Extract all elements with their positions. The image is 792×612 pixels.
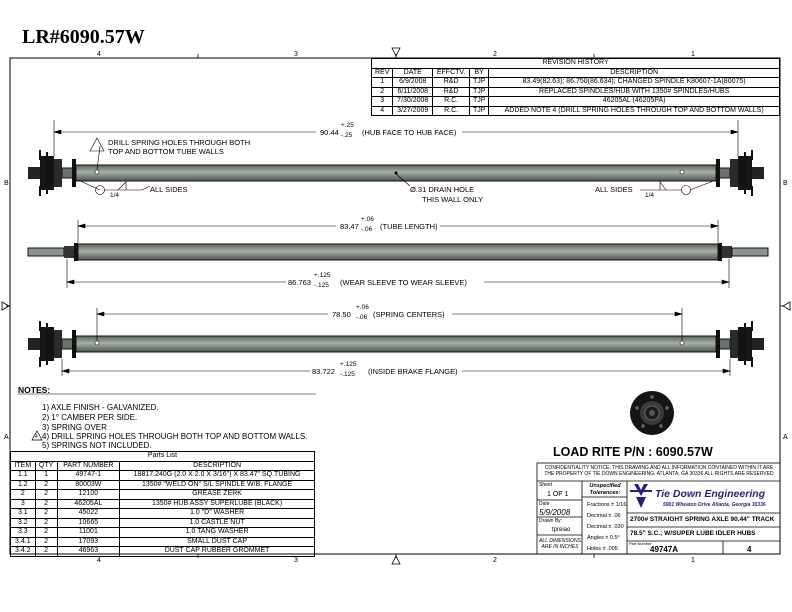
center-mark-right — [783, 302, 790, 310]
rev-cell: TJP — [470, 87, 489, 97]
zone-bottom-4: 4 — [97, 557, 101, 564]
parts-cell: 3.4.2 — [11, 547, 36, 557]
parts-cell: 1.0 CASTLE NUT — [120, 518, 315, 528]
note-item: 5) SPRINGS NOT INCLUDED. — [42, 441, 152, 450]
rev-cell: 83.49(82.63); 86.750(86.634); CHANGED SPINDLE K80607-1A(80075) — [489, 78, 780, 88]
parts-cell: 80003W — [57, 480, 120, 490]
rev-col-header: DESCRIPTION — [489, 68, 780, 78]
drill-note-line-2: TOP AND BOTTOM TUBE WALLS — [108, 147, 224, 156]
parts-list-heading: Parts List — [11, 452, 315, 462]
dim-wear-sleeve-tol-minus: -.125 — [314, 282, 329, 289]
parts-cell: 2 — [35, 518, 57, 528]
zone-right-b: B — [783, 180, 788, 187]
parts-row — [11, 518, 315, 528]
revision-row — [372, 97, 780, 107]
dim-spring-centers-tol-minus: -.06 — [356, 314, 368, 321]
parts-cell: 10665 — [57, 518, 120, 528]
tolerance-decimal-2: Decimal ± .06 — [587, 513, 621, 519]
parts-list-table — [10, 451, 315, 557]
dim-spring-centers-value: 78.50 — [332, 310, 351, 319]
zone-right-a: A — [783, 434, 788, 441]
drain-note-line-1: Ø.31 DRAIN HOLE — [410, 185, 475, 194]
rev-cell: R&D — [433, 78, 470, 88]
rev-cell: 7/30/2008 — [393, 97, 433, 107]
parts-cell: 11001 — [57, 528, 120, 538]
parts-cell: 12100 — [57, 490, 120, 500]
zone-top-4: 4 — [97, 51, 101, 58]
parts-cell: 1.0 "D" WASHER — [120, 509, 315, 519]
drawn-by-label: Drawn By: — [539, 518, 563, 524]
parts-cell: 1350# HUB ASSY SUPERLUBE (BLACK) — [120, 499, 315, 509]
revision-row — [372, 106, 780, 116]
rev-cell: R.C. — [433, 97, 470, 107]
parts-cell: 1.0 TANG WASHER — [120, 528, 315, 538]
rev-col-header: REV — [372, 68, 393, 78]
parts-row — [11, 547, 315, 557]
notes-heading: NOTES: — [18, 385, 51, 395]
zone-bottom-2: 2 — [493, 557, 497, 564]
zone-top-1: 1 — [691, 51, 695, 58]
revision-row — [372, 87, 780, 97]
rev-cell: 6/11/2008 — [393, 87, 433, 97]
parts-cell: 1 — [35, 471, 57, 481]
dim-wear-sleeve-value: 86.763 — [288, 278, 311, 287]
axle-view-top — [28, 147, 764, 196]
axle-view-middle — [28, 243, 768, 261]
weld-left-size: 1/4 — [110, 192, 120, 199]
parts-cell: 2 — [11, 490, 36, 500]
dim-spring-centers-label: (SPRING CENTERS) — [373, 310, 445, 319]
zone-bottom-1: 1 — [691, 557, 695, 564]
parts-row — [11, 528, 315, 538]
dim-brake-flange-label: (INSIDE BRAKE FLANGE) — [368, 367, 458, 376]
load-rite-part-number: LOAD RITE P/N : 6090.57W — [553, 445, 713, 459]
dim-brake-flange-tol-plus: +.125 — [340, 361, 357, 368]
axle-view-bottom — [28, 321, 764, 367]
parts-row — [11, 480, 315, 490]
rev-cell: 3 — [372, 97, 393, 107]
sheet-value: 1 OF 1 — [547, 491, 569, 498]
note-item: 3) SPRING OVER — [42, 423, 107, 432]
note-item: 2) 1° CAMBER PER SIDE. — [42, 413, 138, 422]
rev-cell: 3/27/2009 — [393, 106, 433, 116]
tolerance-angles: Angles ± 0.5° — [587, 535, 620, 541]
zone-left-b: B — [4, 180, 9, 187]
parts-cell: 46963 — [57, 547, 120, 557]
rev-cell: 2 — [372, 87, 393, 97]
weld-right-size: 1/4 — [645, 192, 655, 199]
company-logo-icon — [630, 484, 652, 508]
parts-col-header: QTY — [35, 461, 57, 471]
part-number-label: Part Number — [629, 541, 652, 546]
rev-col-header: EFFCTV. — [433, 68, 470, 78]
parts-cell: 1350# "WELD ON" S/L SPINDLE W/B. FLANGE — [120, 480, 315, 490]
parts-cell: SMALL DUST CAP — [120, 537, 315, 547]
parts-cell: 3.1 — [11, 509, 36, 519]
rev-cell: R&D — [433, 87, 470, 97]
zone-top-2: 2 — [493, 51, 497, 58]
parts-col-header: DESCRIPTION — [120, 461, 315, 471]
parts-cell: 1.2 — [11, 480, 36, 490]
zone-top-3: 3 — [294, 51, 298, 58]
parts-cell: 46205AL — [57, 499, 120, 509]
tolerance-decimal-3: Decimal ± .030 — [587, 524, 624, 530]
dim-hub-face-tol-plus: +.25 — [341, 122, 354, 129]
drawn-by-value: tpreiao — [552, 527, 571, 533]
parts-cell: 2 — [35, 509, 57, 519]
revision-history-table — [371, 58, 780, 116]
weld-right-label: ALL SIDES — [595, 185, 633, 194]
dim-hub-face-tol-minus: -.25 — [341, 132, 353, 139]
rev-cell: TJP — [470, 97, 489, 107]
tolerance-fractions: Fractions ± 1/16 — [587, 502, 627, 508]
parts-row — [11, 471, 315, 481]
dim-tube-length-tol-minus: -.06 — [361, 226, 373, 233]
parts-cell: 3.3 — [11, 528, 36, 538]
drain-note-line-2: THIS WALL ONLY — [422, 195, 483, 204]
weld-left-label: ALL SIDES — [150, 185, 188, 194]
confidentiality-notice: CONFIDENTIALITY NOTICE: THIS DRAWING AND ALL INFORMATION CONTAINED WITHIN IT ARE THE PROPERTY OF TIE DOWN ENGINEERING, ATLANTA, GA 30336 ALL RIGHTS ARE RESERVED — [544, 465, 774, 477]
parts-col-header: ITEM — [11, 461, 36, 471]
parts-cell: DUST CAP RUBBER GROMMET — [120, 547, 315, 557]
revision-history-heading: REVISION HISTORY — [372, 59, 780, 69]
note-flag-number: 4 — [35, 434, 38, 440]
zone-left-a: A — [4, 434, 9, 441]
dim-tube-length-tol-plus: +.06 — [361, 216, 374, 223]
drill-note-line-1: DRILL SPRING HOLES THROUGH BOTH — [108, 138, 251, 147]
parts-cell: 1.1 — [11, 471, 36, 481]
parts-cell: 2 — [35, 480, 57, 490]
company-name: Tie Down Engineering — [655, 488, 766, 500]
dim-hub-face-label: (HUB FACE TO HUB FACE) — [362, 128, 457, 137]
revision-row — [372, 78, 780, 88]
parts-cell: 2 — [35, 499, 57, 509]
parts-cell: 2 — [35, 547, 57, 557]
dim-wear-sleeve-label: (WEAR SLEEVE TO WEAR SLEEVE) — [340, 278, 467, 287]
parts-cell: 17093 — [57, 537, 120, 547]
tolerance-heading: Unspecified Tolerances: — [589, 483, 621, 496]
part-description-2: 78.5" S.C.; W/SUPER LUBE IDLER HUBS — [630, 530, 756, 537]
rev-cell: ADDED NOTE 4 (DRILL SPRING HOLES THROUGH TOP AND BOTTOM WALLS) — [489, 106, 780, 116]
parts-cell: GREASE ZERK — [120, 490, 315, 500]
rev-cell: 4 — [372, 106, 393, 116]
rev-cell: R.C. — [433, 106, 470, 116]
sheet-label: Sheet — [539, 482, 553, 488]
zone-bottom-3: 3 — [294, 557, 298, 564]
revision-number: 4 — [747, 545, 752, 554]
rev-col-header: BY — [470, 68, 489, 78]
rev-cell: 46205AL (46205PA) — [489, 97, 780, 107]
parts-cell: 2 — [35, 537, 57, 547]
dim-tube-length-value: 83.47 — [340, 222, 359, 231]
dimensions-note: ALL DIMENSIONS ARE IN INCHES — [539, 538, 581, 550]
note-item: 1) AXLE FINISH - GALVANIZED. — [42, 403, 159, 412]
rev-cell: TJP — [470, 78, 489, 88]
parts-cell: 3 — [11, 499, 36, 509]
part-description-1: 2700# STRAIGHT SPRING AXLE 90.44" TRACK — [630, 516, 775, 523]
parts-row — [11, 509, 315, 519]
dim-hub-face-value: 90.44 — [320, 128, 339, 137]
parts-cell: 49747-1 — [57, 471, 120, 481]
parts-cell: 2 — [35, 528, 57, 538]
parts-cell: 3.2 — [11, 518, 36, 528]
drawing-title: LR#6090.57W — [22, 26, 145, 48]
part-number: 49747A — [650, 545, 679, 554]
rev-cell: 6/9/2008 — [393, 78, 433, 88]
dim-spring-centers-tol-plus: +.06 — [356, 304, 369, 311]
rev-cell: REPLACED SPINDLES/HUB WITH 1350# SPINDLES/HUBS — [489, 87, 780, 97]
parts-cell: 45022 — [57, 509, 120, 519]
dim-brake-flange-value: 83.722 — [312, 367, 335, 376]
rev-cell: TJP — [470, 106, 489, 116]
dim-tube-length-label: (TUBE LENGTH) — [380, 222, 438, 231]
dim-brake-flange-tol-minus: -.125 — [340, 371, 355, 378]
hub-end-view — [630, 391, 674, 435]
parts-cell: 3.4.1 — [11, 537, 36, 547]
parts-cell: 2 — [35, 490, 57, 500]
parts-row — [11, 490, 315, 500]
date-label: Date — [539, 501, 550, 507]
dim-wear-sleeve-tol-plus: +.125 — [314, 272, 331, 279]
tolerance-holes: Holes ± .005 — [587, 546, 618, 552]
company-address: 5901 Wheaton Drive Atlanta, Georgia 30336 — [663, 502, 766, 508]
date-value: 5/9/2008 — [539, 508, 571, 517]
rev-col-header: DATE — [393, 68, 433, 78]
parts-col-header: PART NUMBER — [57, 461, 120, 471]
note-item: 4) DRILL SPRING HOLES THROUGH BOTH TOP AND BOTTOM WALLS. — [42, 432, 308, 441]
parts-row — [11, 537, 315, 547]
parts-row — [11, 499, 315, 509]
parts-cell: 18817.240G (2.0 X 2.0 X 3/16") X 83.47" SQ.TUBING — [120, 471, 315, 481]
rev-cell: 1 — [372, 78, 393, 88]
